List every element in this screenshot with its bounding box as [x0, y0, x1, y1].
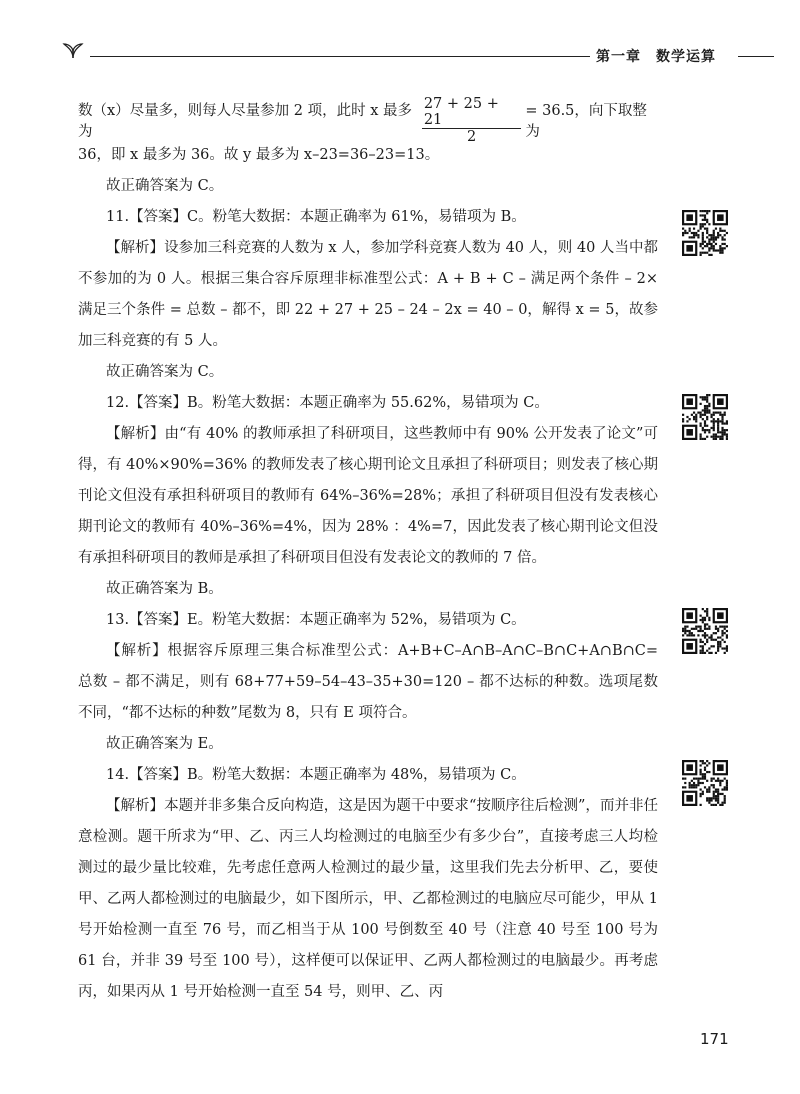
leaf-ornament-icon	[62, 40, 84, 60]
q13-conclusion: 故正确答案为 E。	[106, 736, 223, 752]
chapter-title: 第一章 数学运算	[596, 49, 716, 65]
page-number: 171	[700, 1030, 729, 1048]
q14-analysis: 【解析】本题并非多集合反向构造，这是因为题干中要求“按顺序往后检测”，而并非任意检测。题干所求为“甲、乙、丙三人均检测过的电脑至少有多少台”，直接考虑三人均检测过的最少量比较难，先考虑任意两人检测过的最少量，这里我们先去分析甲、乙，要使甲、乙两人都检测过的电脑最少，如下图所示，甲、乙都检测过的电脑应尽可能少，甲从 1 号开始检测一直至 76 号，而乙相当于从 100 号倒数至 40 号（注意 40 号至 100 号为 61 台，并非 39 号至 100 号），这样便可以保证甲、乙两人都检测过的电脑最少。再考虑丙，如果丙从 1 号开始检测一直至 54 号，则甲、乙、丙	[78, 798, 658, 1000]
paragraph-fraction	[78, 95, 658, 145]
header-rule	[90, 56, 590, 57]
q12-answer: 12.【答案】B。粉笔大数据：本题正确率为 55.62%，易错项为 C。	[106, 395, 549, 411]
page-header	[0, 0, 800, 80]
q12-conclusion: 故正确答案为 B。	[106, 581, 223, 597]
qr-code-icon[interactable]	[682, 394, 728, 440]
qr-code-icon[interactable]	[682, 760, 728, 806]
paragraph-text: = 36.5，向下取整为	[525, 103, 647, 140]
qr-code-icon[interactable]	[682, 210, 728, 256]
fraction-denominator: 2	[466, 128, 477, 145]
q11-conclusion: 故正确答案为 C。	[106, 364, 224, 380]
qr-code-icon[interactable]	[682, 608, 728, 654]
q12-analysis: 【解析】由“有 40% 的教师承担了科研项目，这些教师中有 90% 公开发表了论文”可得，有 40%×90%=36% 的教师发表了核心期刊论文且承担了科研项目；则发表了核心期刊论文但没有承担科研项目的教师有 64%–36%=28%；承担了科研项目但没有发表核心期刊论文的教师有 40%–36%=4%，因为 28% ：4%=7，因此发表了核心期刊论文但没有承担科研项目的教师是承担了科研项目但没有发表论文的教师的 7 倍。	[78, 426, 658, 566]
paragraph: 36，即 x 最多为 36。故 y 最多为 x–23=36–23=13。	[78, 147, 440, 163]
q13-analysis: 【解析】根据容斥原理三集合标准型公式：A+B+C–A∩B–A∩C–B∩C+A∩B∩C= 总数 – 都不满足，则有 68+77+59–54–43–35+30=120 – 都不达标的种数。选项尾数不同，“都不达标的种数”尾数为 8，只有 E 项符合。	[78, 643, 658, 721]
fraction-numerator: 27 + 25 + 21	[422, 96, 522, 129]
conclusion: 故正确答案为 C。	[106, 178, 224, 194]
page-body	[78, 95, 658, 1008]
header-rule-right	[738, 56, 774, 57]
q11-answer: 11.【答案】C。粉笔大数据：本题正确率为 61%，易错项为 B。	[106, 209, 526, 225]
q14-answer: 14.【答案】B。粉笔大数据：本题正确率为 48%，易错项为 C。	[106, 767, 526, 783]
q13-answer: 13.【答案】E。粉笔大数据：本题正确率为 52%，易错项为 C。	[106, 612, 526, 628]
paragraph-text: 数（x）尽量多，则每人尽量参加 2 项，此时 x 最多为	[78, 103, 413, 140]
q11-analysis: 【解析】设参加三科竞赛的人数为 x 人，参加学科竞赛人数为 40 人，则 40 人当中都不参加的为 0 人。根据三集合容斥原理非标准型公式：A + B + C – 满足两个条件 – 2× 满足三个条件 = 总数 – 都不，即 22 + 27 + 25 – 24 – 2x = 40 – 0，解得 x = 5，故参加三科竞赛的有 5 人。	[78, 240, 658, 349]
fraction	[422, 96, 522, 145]
